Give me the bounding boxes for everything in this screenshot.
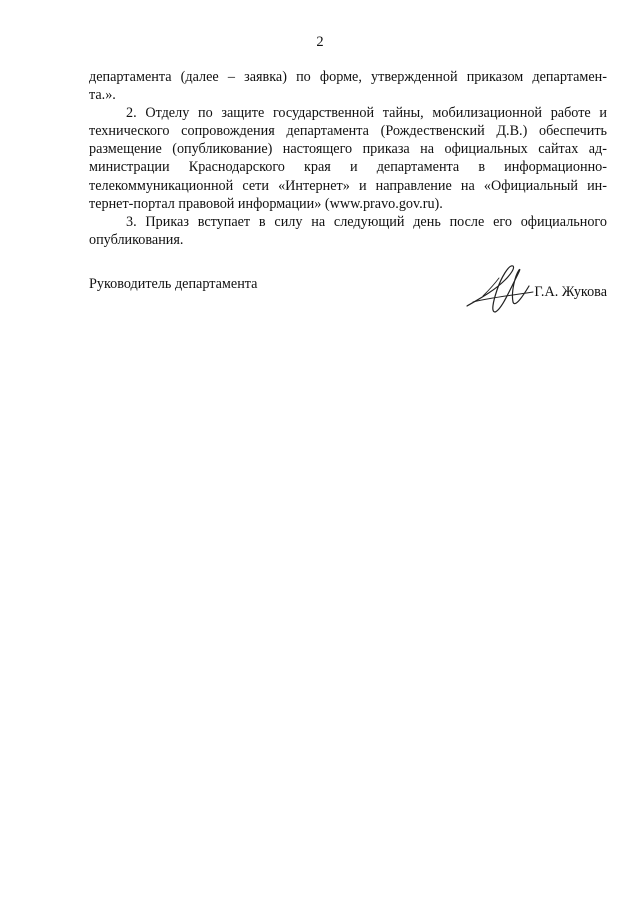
paragraph-item-2 — [89, 104, 607, 213]
paragraph-continuation — [89, 68, 607, 104]
text-line: 2. Отделу по защите государственной тайны, мобилизационной работе и — [126, 105, 607, 122]
signatory-title: Руководитель департамента — [89, 276, 258, 292]
page-number: 2 — [316, 34, 324, 50]
text-line: опубликования. — [89, 231, 184, 248]
text-line: телекоммуникационной сети «Интернет» и направление на «Официальный ин- — [89, 177, 607, 194]
handwritten-signature — [463, 262, 543, 320]
document-body — [89, 68, 607, 249]
paragraph-item-3 — [89, 213, 607, 249]
text-line: 3. Приказ вступает в силу на следующий день после его официального — [126, 213, 607, 230]
signatory-name: Г.А. Жукова — [534, 284, 607, 300]
text-line: размещение (опубликование) настоящего приказа на официальных сайтах ад- — [89, 141, 607, 158]
text-line: тернет-портал правовой информации» (www.pravo.gov.ru). — [89, 195, 443, 212]
text-line: министрации Краснодарского края и департамента в информационно- — [89, 159, 607, 176]
text-line: департамента (далее – заявка) по форме, утвержденной приказом департамен- — [89, 69, 607, 85]
text-line: та.». — [89, 87, 116, 104]
signature-block — [89, 276, 607, 326]
text-line: технического сопровождения департамента (Рождественский Д.В.) обеспечить — [89, 123, 607, 140]
